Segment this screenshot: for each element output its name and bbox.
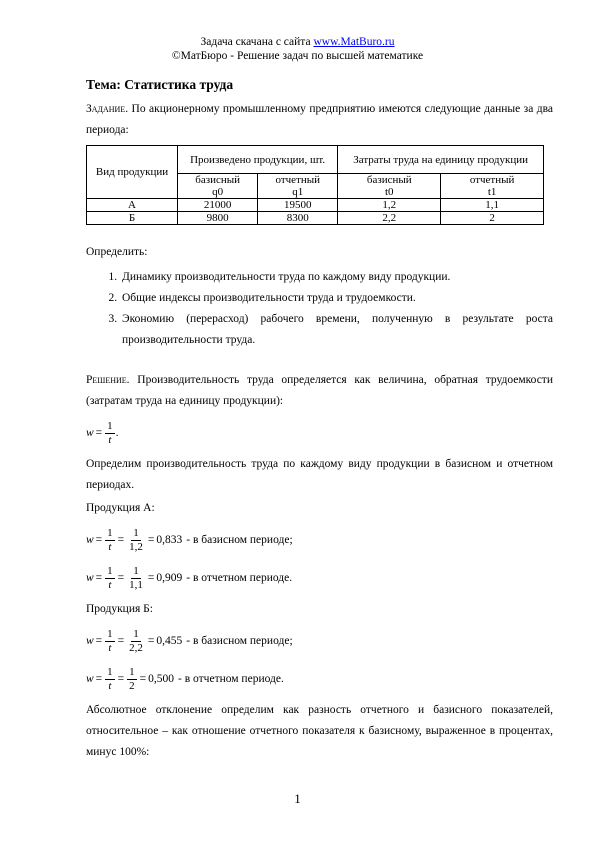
cell-q1: 8300 (258, 212, 338, 225)
subheader-q0: базисный q0 (178, 174, 258, 199)
page-content (86, 77, 553, 763)
cell-product: Б (87, 212, 178, 225)
header-line-1 (0, 35, 595, 49)
solution-paragraph-last: Абсолютное отклонение определим как разность отчетного и базисного показателей, относительное – как отношение отчетного показателя к базисному, выраженное в процентах, минус 100%: (86, 704, 553, 758)
header-prefix: Задача скачана с сайта (200, 36, 314, 48)
determine-list (86, 267, 553, 351)
site-link[interactable]: www.MatBuro.ru (313, 36, 395, 48)
formula-b-base: w = $\frac{1}{t}$ = $\frac{1}{2,2}$ = 0,455 - в базисном периоде; (86, 627, 293, 654)
cell-q1: 19500 (258, 199, 338, 212)
list-item: 3. Экономию (перерасход) рабочего времени, полученную в результате роста производительности труда. (120, 309, 553, 351)
cell-t1: 1,1 (441, 199, 544, 212)
page-title: Тема: Статистика труда (86, 77, 234, 92)
page-header (0, 35, 595, 63)
formula-definition: w = $\frac{1}{t}$ . (86, 419, 119, 446)
list-item: 1. Динамику производительности труда по каждому виду продукции. (120, 267, 553, 288)
table-header-row (87, 146, 544, 174)
header-produced: Произведено продукции, шт. (178, 146, 338, 174)
cell-t1: 2 (441, 212, 544, 225)
task-paragraph (86, 99, 553, 141)
table-row (87, 199, 544, 212)
subheader-t1: отчетный t1 (441, 174, 544, 199)
data-table (86, 145, 544, 225)
list-item: 2. Общие индексы производительности труда и трудоемкости. (120, 288, 553, 309)
task-text: По акционерному промышленному предприятию имеются следующие данные за два периода: (86, 103, 553, 136)
table-row (87, 212, 544, 225)
subheader-q1: отчетный q1 (258, 174, 338, 199)
product-a-label: Продукция А: (86, 502, 155, 514)
product-b-label: Продукция Б: (86, 603, 153, 615)
formula-b-report: w = $\frac{1}{t}$ = $\frac{1}{2}$ = 0,500 - в отчетном периоде. (86, 665, 284, 692)
formula-a-report: w = $\frac{1}{t}$ = $\frac{1}{1,1}$ = 0,909 - в отчетном периоде. (86, 564, 293, 591)
formula-a-base: w = $\frac{1}{t}$ = $\frac{1}{1,2}$ = 0,833 - в базисном периоде; (86, 526, 293, 553)
cell-q0: 9800 (178, 212, 258, 225)
determine-label: Определить: (86, 246, 148, 258)
header-line-2: ©МатБюро - Решение задач по высшей математике (171, 50, 424, 62)
cell-t0: 2,2 (338, 212, 441, 225)
cell-product: А (87, 199, 178, 212)
solution-label: Решение. (86, 374, 130, 386)
header-labor: Затраты труда на единицу продукции (338, 146, 544, 174)
page-number: 1 (294, 791, 301, 806)
header-product: Вид продукции (87, 146, 178, 199)
task-label: Задание. (86, 103, 129, 115)
solution-paragraph-2: Определим производительность труда по каждому виду продукции в базисном и отчетном периодах. (86, 458, 553, 491)
solution-paragraph (86, 370, 553, 412)
subheader-t0: базисный t0 (338, 174, 441, 199)
solution-text: Производительность труда определяется как величина, обратная трудоемкости (затратам труда на единицу продукции): (86, 374, 553, 407)
cell-t0: 1,2 (338, 199, 441, 212)
cell-q0: 21000 (178, 199, 258, 212)
